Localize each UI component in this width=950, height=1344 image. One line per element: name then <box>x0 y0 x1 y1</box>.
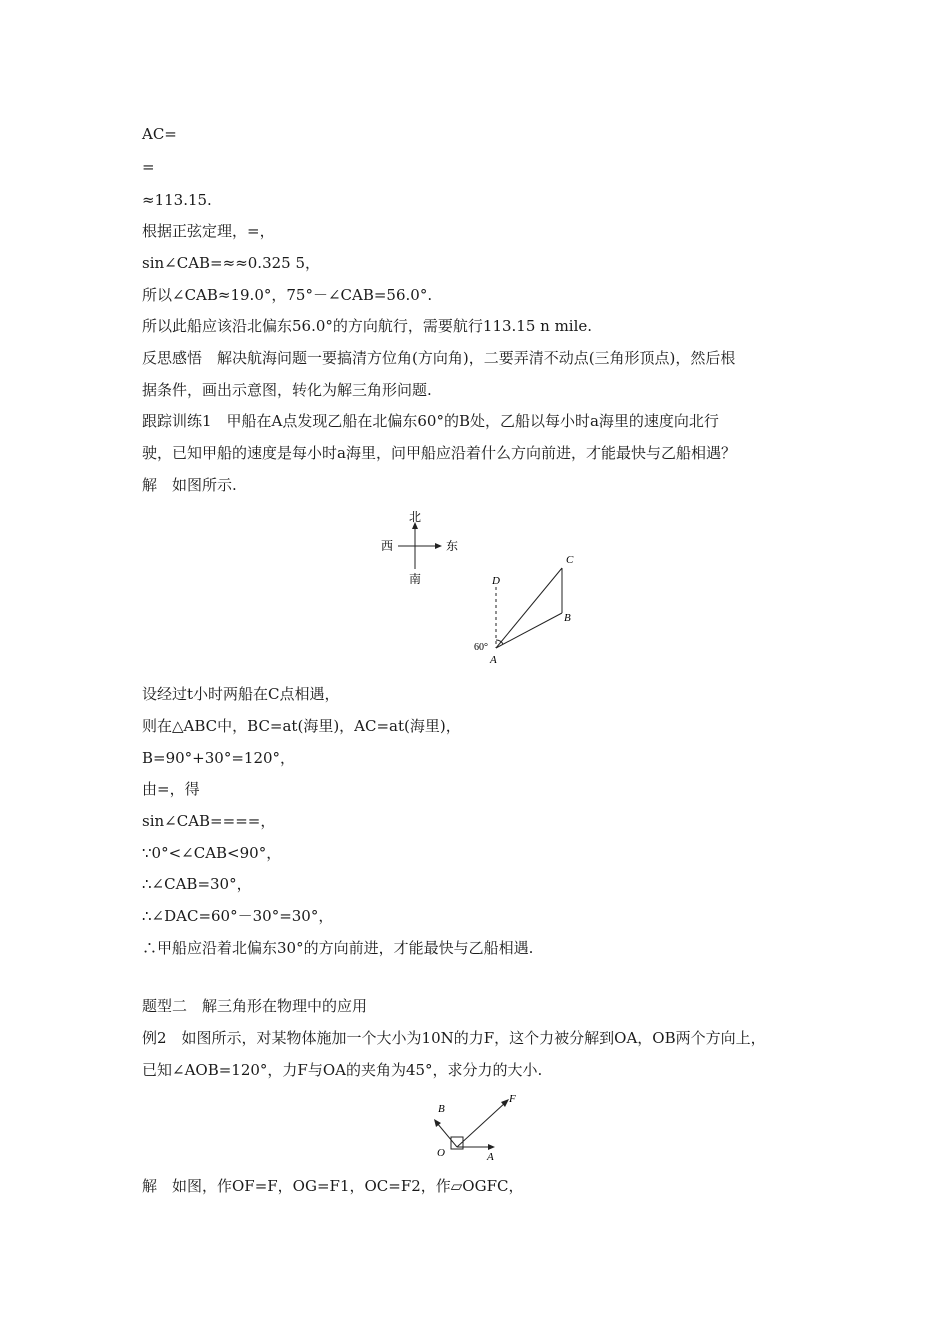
force-figure <box>425 1090 535 1165</box>
text-line-20: ∴∠DAC=60°－30°=30°， <box>142 907 334 925</box>
text-line-4: 根据正弦定理，=， <box>142 222 275 240</box>
text-line-12: 解 如图所示. <box>142 476 237 494</box>
compass-north-label: 北 <box>408 510 422 524</box>
text-line-10: 跟踪训练1 甲船在A点发现乙船在北偏东60°的B处，乙船以每小时a海里的速度向北行 <box>142 412 719 430</box>
text-line-17: sin∠CAB====， <box>142 812 276 830</box>
text-line-3: ≈113.15. <box>142 191 212 209</box>
segment-ac <box>496 568 562 648</box>
text-line-21: ∴甲船应沿着北偏东30°的方向前进，才能最快与乙船相遇. <box>142 939 534 957</box>
point-a-label: A <box>490 654 497 666</box>
vector-ob <box>437 1123 457 1147</box>
text-line-8: 反思感悟 解决航海问题一要搞清方位角(方向角)，二要弄清不动点(三角形顶点)，然后根 <box>142 349 736 367</box>
point-b-label-2: B <box>438 1103 445 1115</box>
compass-east-label: 东 <box>445 539 459 553</box>
point-b-label: B <box>564 612 571 624</box>
text-line-19: ∴∠CAB=30°， <box>142 875 252 893</box>
point-a-label-2: A <box>487 1151 494 1163</box>
section-heading: 题型二 解三角形在物理中的应用 <box>142 997 368 1015</box>
text-line-15: B=90°+30°=120°， <box>142 749 296 767</box>
point-c-label: C <box>566 554 574 566</box>
text-line-6: 所以∠CAB≈19.0°，75°－∠CAB=56.0°. <box>142 286 433 304</box>
oa-arrowhead <box>488 1144 495 1150</box>
text-line-13: 设经过t小时两船在C点相遇， <box>142 685 340 703</box>
east-arrowhead <box>435 543 442 549</box>
text-line-2: = <box>142 158 155 176</box>
point-f-label: F <box>509 1093 516 1105</box>
text-line-9: 据条件，画出示意图，转化为解三角形问题. <box>142 381 432 399</box>
text-line-18: ∵0°<∠CAB<90°， <box>142 844 282 862</box>
text-line-16: 由=，得 <box>142 780 200 798</box>
navigation-figure <box>370 505 590 670</box>
text-line-7: 所以此船应该沿北偏东56.0°的方向航行，需要航行113.15 n mile. <box>142 317 593 335</box>
text-line-14: 则在△ABC中，BC=at(海里)，AC=at(海里)， <box>142 717 461 735</box>
point-o-label: O <box>437 1147 445 1159</box>
compass-south-label: 南 <box>408 572 422 586</box>
point-d-label: D <box>492 575 500 587</box>
angle-60-label: 60° <box>474 642 488 653</box>
text-line-24: 已知∠AOB=120°，力F与OA的夹角为45°，求分力的大小. <box>142 1061 543 1079</box>
text-line-1: AC= <box>142 125 177 143</box>
segment-ab <box>496 613 562 648</box>
text-line-23: 例2 如图所示，对某物体施加一个大小为10N的力F，这个力被分解到OA，OB两个方向上， <box>142 1029 766 1047</box>
text-line-25: 解 如图，作OF=F，OG=F1，OC=F2，作▱OGFC， <box>142 1177 524 1195</box>
text-line-11: 驶，已知甲船的速度是每小时a海里，问甲船应沿着什么方向前进，才能最快与乙船相遇？ <box>142 444 736 462</box>
text-line-5: sin∠CAB=≈≈0.325 5， <box>142 254 321 272</box>
compass-west-label: 西 <box>380 539 394 553</box>
vector-of <box>457 1102 506 1147</box>
